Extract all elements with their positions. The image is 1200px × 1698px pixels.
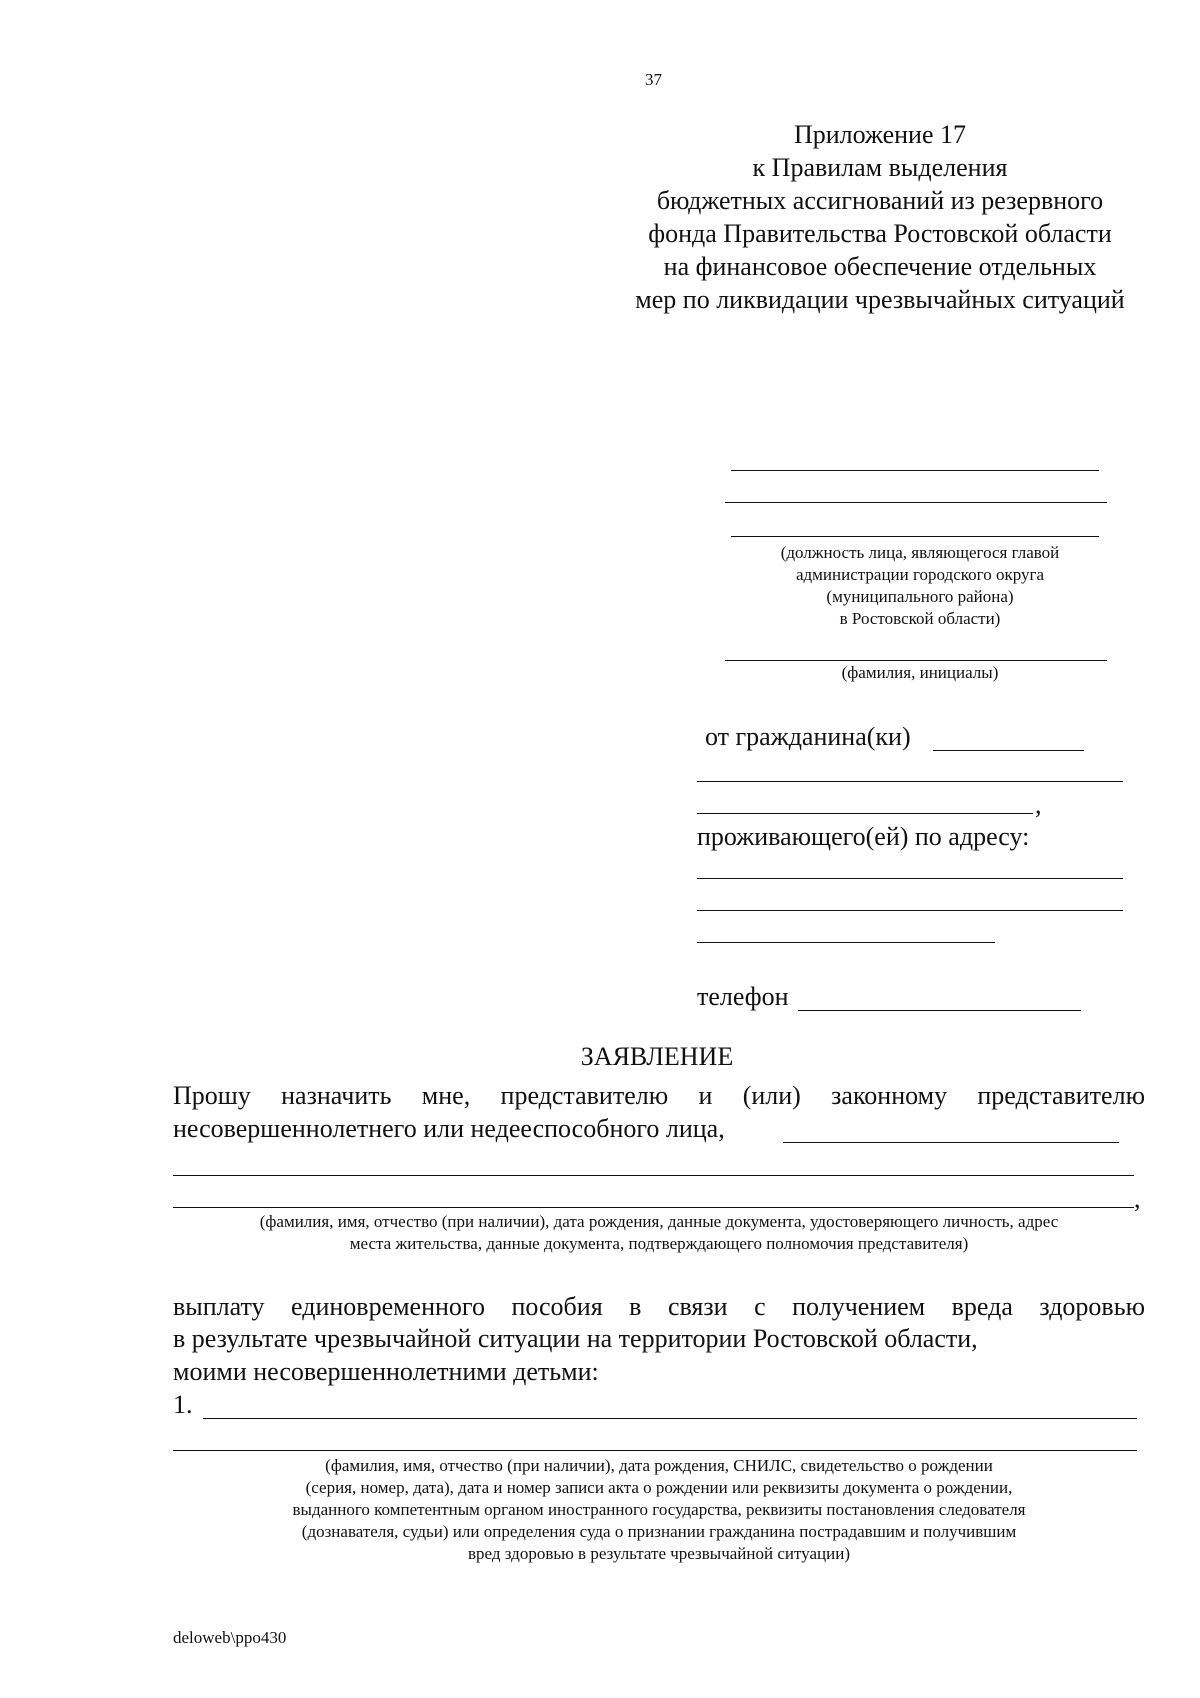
child-item-number: 1.	[173, 1390, 193, 1419]
representative-line[interactable]	[783, 1142, 1119, 1143]
representative-line[interactable]	[173, 1175, 1134, 1176]
statement-line-2: несовершеннолетнего или недееспособного лица,	[173, 1114, 725, 1143]
phone-label: телефон	[697, 982, 789, 1011]
representative-caption: (фамилия, имя, отчество (при наличии), дата рождения, данные документа, удостоверяющего личность, адрес места жительства, данные документа, подтверждающего полномочия представителя)	[259, 1212, 1059, 1253]
addressee-name-line[interactable]	[725, 660, 1107, 661]
footer-doc-code: deloweb\ppo430	[173, 1628, 287, 1647]
applicant-name-line[interactable]	[697, 813, 1033, 814]
representative-comma: ,	[1134, 1184, 1141, 1213]
address-line[interactable]	[697, 910, 1123, 911]
page-number: 37	[645, 70, 662, 89]
statement-title: ЗАЯВЛЕНИЕ	[580, 1042, 734, 1071]
addressee-position-line[interactable]	[731, 470, 1099, 471]
addressee-position-caption: (должность лица, являющегося главой администрации городского округа (муниципального района) в Ростовской области)	[780, 543, 1060, 628]
address-line[interactable]	[697, 942, 995, 943]
child-details-line[interactable]	[203, 1418, 1137, 1419]
annex-line: на финансовое обеспечение отдельных	[663, 252, 1097, 281]
annex-line: бюджетных ассигнований из резервного	[656, 186, 1104, 215]
child-caption: (фамилия, имя, отчество (при наличии), дата рождения, СНИЛС, свидетельство о рождении (серия, номер, дата), дата и номер записи акта о рождении или реквизиты документа о рождении, выданного компетентным органом иностранного государства, реквизиты постановления следователя (дознавателя, судьи) или определения суда о признании гражданина пострадавшим и получившим вред здоровью в результате чрезвычайной ситуации)	[292, 1456, 1026, 1563]
address-line[interactable]	[697, 878, 1123, 879]
annex-header	[600, 118, 1160, 316]
addressee-name-caption: (фамилия, инициалы)	[841, 663, 999, 682]
phone-line[interactable]	[798, 1010, 1081, 1011]
annex-line: Приложение 17	[793, 120, 967, 149]
from-citizen-line[interactable]	[933, 750, 1084, 751]
body-line-1: выплату единовременного пособия в связи с получением вреда здоровью	[173, 1292, 1145, 1321]
annex-line: фонда Правительства Ростовской области	[648, 219, 1112, 248]
body-line-3: моими несовершеннолетними детьми:	[173, 1357, 599, 1386]
annex-line: к Правилам выделения	[752, 153, 1008, 182]
applicant-name-comma: ,	[1035, 790, 1042, 819]
addressee-position-line[interactable]	[725, 502, 1107, 503]
address-label: проживающего(ей) по адресу:	[697, 822, 1030, 851]
from-citizen-label: от гражданина(ки)	[705, 722, 911, 751]
representative-line[interactable]	[173, 1207, 1134, 1208]
annex-line: мер по ликвидации чрезвычайных ситуаций	[635, 285, 1125, 314]
applicant-name-line[interactable]	[697, 781, 1123, 782]
statement-line-1: Прошу назначить мне, представителю и (или) законному представителю	[173, 1081, 1145, 1110]
addressee-position-line[interactable]	[731, 536, 1099, 537]
child-details-line[interactable]	[173, 1450, 1137, 1451]
body-line-2: в результате чрезвычайной ситуации на территории Ростовской области,	[173, 1324, 978, 1353]
